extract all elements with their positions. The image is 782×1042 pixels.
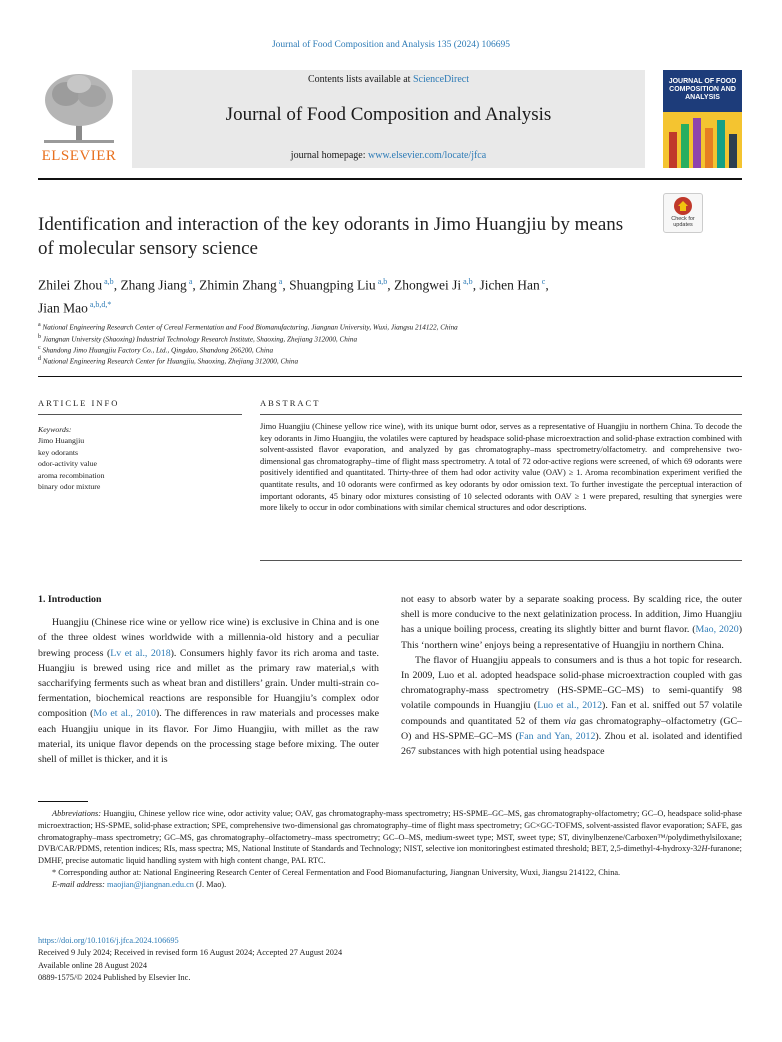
author-name[interactable]: Zhongwei Ji <box>394 277 462 293</box>
author-affil-sup[interactable]: a,b <box>104 277 114 286</box>
corresponding-author-footnote: * Corresponding author at: National Engineering Research Center of Cereal Fermentation and Food Biomanufacturing, Jiangnan University, Wuxi, Jiangsu 214122, China. <box>52 867 621 877</box>
abstract-text: Jimo Huangjiu (Chinese yellow rice wine), with its unique burnt odor, serves as a representative of Huangjiu in northern China. To decode the key odorants in Jimo Huangjiu, the volatiles were captured by headspace solid-phase microextraction and solid-phase extraction combined with solvent-assisted flavor evaporation, and analyzed by gas chromatography–mass spectrometry/olfactometry. and comprehensive two-dimensional gas chromatography–time of flight mass spectrometry. A total of 72 odor-active regions were screened, of which 69 odorants were positively identified and quantitated. Thirty-three of them had odor activity value (OAV) ≥ 1. Aroma recombination experiment verified the quantitate results, and 10 odorants were confirmed as key odorants by odor omission text. To further investigate the perceptual interaction of important odorants, 45 binary odor mixtures consisting of 10 selected odorants with OAV ≥ 1 were prepared, resulting that synergies were more likely to occur in odor combinations with similar chemical structures and odor descriptions. <box>260 422 742 513</box>
citation-link[interactable]: Luo et al., 2012 <box>537 700 603 712</box>
author-name[interactable]: Zhang Jiang <box>120 277 187 293</box>
author-affil-sup[interactable]: a,b,d,* <box>89 299 112 309</box>
abstract-bottom-rule <box>260 560 742 561</box>
author-affil-sup[interactable]: a <box>278 277 283 286</box>
footnote-rule <box>38 801 88 802</box>
section-heading-introduction: 1. Introduction <box>38 594 102 605</box>
publication-info <box>38 935 742 985</box>
footnotes <box>38 808 742 891</box>
journal-cover-image[interactable] <box>663 70 742 168</box>
email-footnote: E-mail address: maojian@jiangnan.edu.cn (J. Mao). <box>52 879 227 889</box>
affiliation: $^b$ Jiangnan University (Shaoxing) Industrial Technology Research Institute, Shaoxing, Zhejiang 312000, China <box>38 334 358 344</box>
author-name[interactable]: Zhimin Zhang <box>199 277 277 293</box>
check-for-updates-button[interactable] <box>663 193 703 233</box>
article-info-heading: ARTICLE INFO <box>38 398 120 408</box>
copyright: 0889-1575/© 2024 Published by Elsevier Inc. <box>38 973 191 983</box>
journal-citation[interactable]: Journal of Food Composition and Analysis 135 (2024) 106695 <box>271 40 511 50</box>
citation-link[interactable]: Lv et al., 2018 <box>110 647 171 659</box>
affiliation: $^c$ Shandong Jimo Huangjiu Factory Co., Ltd., Qingdao, Shandong 266200, China <box>38 345 274 355</box>
keyword: Jimo Huangjiu <box>38 436 85 446</box>
affiliation: $^d$ National Engineering Research Center for Huangjiu, Shaoxing, Zhejiang 312000, China <box>38 356 299 366</box>
keywords-block <box>38 424 218 492</box>
author-name[interactable]: Jichen Han <box>479 277 540 293</box>
citation-link[interactable]: Mo et al., 2010 <box>93 708 156 720</box>
journal-name: Journal of Food Composition and Analysis <box>225 104 552 125</box>
contents-line: Contents lists available at ScienceDirect <box>307 74 470 85</box>
keyword: aroma recombination <box>38 470 105 480</box>
author-name[interactable]: Jian Mao <box>38 300 88 315</box>
abstract-heading: ABSTRACT <box>260 398 321 408</box>
journal-homepage-link[interactable]: www.elsevier.com/locate/jfca <box>368 150 487 161</box>
author-affil-sup[interactable]: a,b <box>377 277 388 286</box>
cover-title: JOURNAL OF FOOD COMPOSITION AND ANALYSIS <box>668 78 737 101</box>
author-name[interactable]: Shuangping Liu <box>289 277 376 293</box>
section-rule <box>38 376 742 377</box>
sciencedirect-link[interactable]: ScienceDirect <box>412 74 470 85</box>
article-info-rule <box>38 414 242 415</box>
journal-homepage-line: journal homepage: www.elsevier.com/locate/jfca <box>290 150 487 161</box>
author-affil-sup[interactable]: c <box>541 277 546 286</box>
abbreviations-footnote: Abbreviations: Huangjiu, Chinese yellow rice wine, odor activity value; OAV, gas chromatography-mass spectrometry; HS-SPME–GC–MS, gas chromatography-olfactometry; GC–O, headspace solid-phase microextraction; HS-SPME, solid-phase extraction; SPE, comprehensive two-dimensional gas chromatography–time of flight mass spectrometry; GC×GC-TOFMS, solvent-assisted flavor evaporation; SAFE, gas chromatography–mass spectrometry; GC–MS, gas chromatography–olfactometry–mass spectrometry; GC–O–MS, medium-sweet type; MST, sweet type; ST, divinylbenzene/Carboxen™/polydimethylsiloxane; DVB/CAR/PDMS, retention indices; RIs, mass spectra; MS, National Institute of Standards and Technology; NIST, selective ion monitoringbest estimated threshold; BET, 2,5-dimethyl-4-hydroxy-32H-furanone; DMHF, precise automatic liquid handling system with high content change, PAL RTC. <box>38 809 742 866</box>
elsevier-wordmark: ELSEVIER <box>41 148 117 164</box>
keyword: odor-activity value <box>38 459 97 469</box>
citation-link[interactable]: Mao, 2020 <box>695 624 739 636</box>
keywords-label: Keywords: <box>38 425 72 434</box>
paragraph: Huangjiu (Chinese rice wine or yellow rice wine) is exclusive in China and is one of the three oldest wines worldwide with a millennia-old history and a peculiar brewing process (Lv et al., 2018). Consumers highly favor its rich aroma and taste. Huangjiu is brewed using rice and millet as the primary raw material,s with saccharifying ferments such as wheat bran and distillers’ grain. Under multi-strain co-fermentation, biochemical reactions are responsible for Huangjiu’s complex odor composition (Mo et al., 2010). The differences in raw materials and processes make each Huangjiu unique in its flavor. For Jimo Huangjiu, with millet as the raw material, its unique flavor depends on the processing stage before mixing. The outer shell of millet is thicker, and it is <box>38 617 379 766</box>
author-affil-sup[interactable]: a,b <box>463 277 473 286</box>
received-dates: Received 9 July 2024; Received in revised form 16 August 2024; Accepted 27 August 2024 <box>38 948 343 958</box>
author-affil-sup[interactable]: a <box>188 277 193 286</box>
author-name[interactable]: Zhilei Zhou <box>38 277 103 293</box>
header-rule <box>38 178 742 180</box>
check-for-updates-label: Check for updates <box>671 216 695 228</box>
keyword: key odorants <box>38 447 79 457</box>
body-column-right <box>401 592 742 759</box>
keyword: binary odor mixture <box>38 482 101 492</box>
body-column-left <box>38 592 379 767</box>
abstract-rule <box>260 414 742 415</box>
journal-header <box>132 70 645 168</box>
affiliation: $^a$ National Engineering Research Center of Cereal Fermentation and Food Biomanufacturing, Jiangnan University, Wuxi, Jiangsu 214122, China <box>38 322 458 332</box>
paragraph: The flavor of Huangjiu appeals to consumers and is thus a hot topic for research. In 2009, Luo et al. adopted headspace solid-phase microextraction coupled with gas chromatography-mass spectrometry (HS-SPME–GC–MS) to semi-quantify 98 volatile compounds in Huangjiu (Luo et al., 2012). Fan et al. sniffed out 57 volatile compounds and quantitated 52 of them via gas chromatography–olfactometry (GC–O) and HS-SPME–GC–MS (Fan and Yan, 2012). Zhou et al. isolated and identified 267 substances with high potential using headspace <box>401 654 743 758</box>
available-online: Available online 28 August 2024 <box>38 960 148 970</box>
paragraph: not easy to absorb water by a separate soaking process. By scalding rice, the outer shell is more conducive to the next gelatinization process. In addition, Jimo Huangjiu has a unique boiling process, creating its slightly bitter and burnt flavor. (Mao, 2020) This ‘northern wine’ enjoys being a representative of Huangjiu in northern China. <box>401 594 742 651</box>
email-link[interactable]: maojian@jiangnan.edu.cn <box>107 879 194 889</box>
author-list: Zhilei Zhou $^{a,b}$, Zhang Jiang $^a$, Zhimin Zhang $^a$, Shuangping Liu $^{a,b}$, Zhongwei Ji $^{a,b}$, Jichen Han $^c$, Jian Mao $^{a,b,d,*}$ <box>38 277 549 315</box>
doi-link[interactable]: https://doi.org/10.1016/j.jfca.2024.106695 <box>38 936 179 945</box>
article-title: Identification and interaction of the key odorants in Jimo Huangjiu by means of molecular sensory science <box>38 214 624 259</box>
citation-link[interactable]: Fan and Yan, 2012 <box>518 730 596 742</box>
